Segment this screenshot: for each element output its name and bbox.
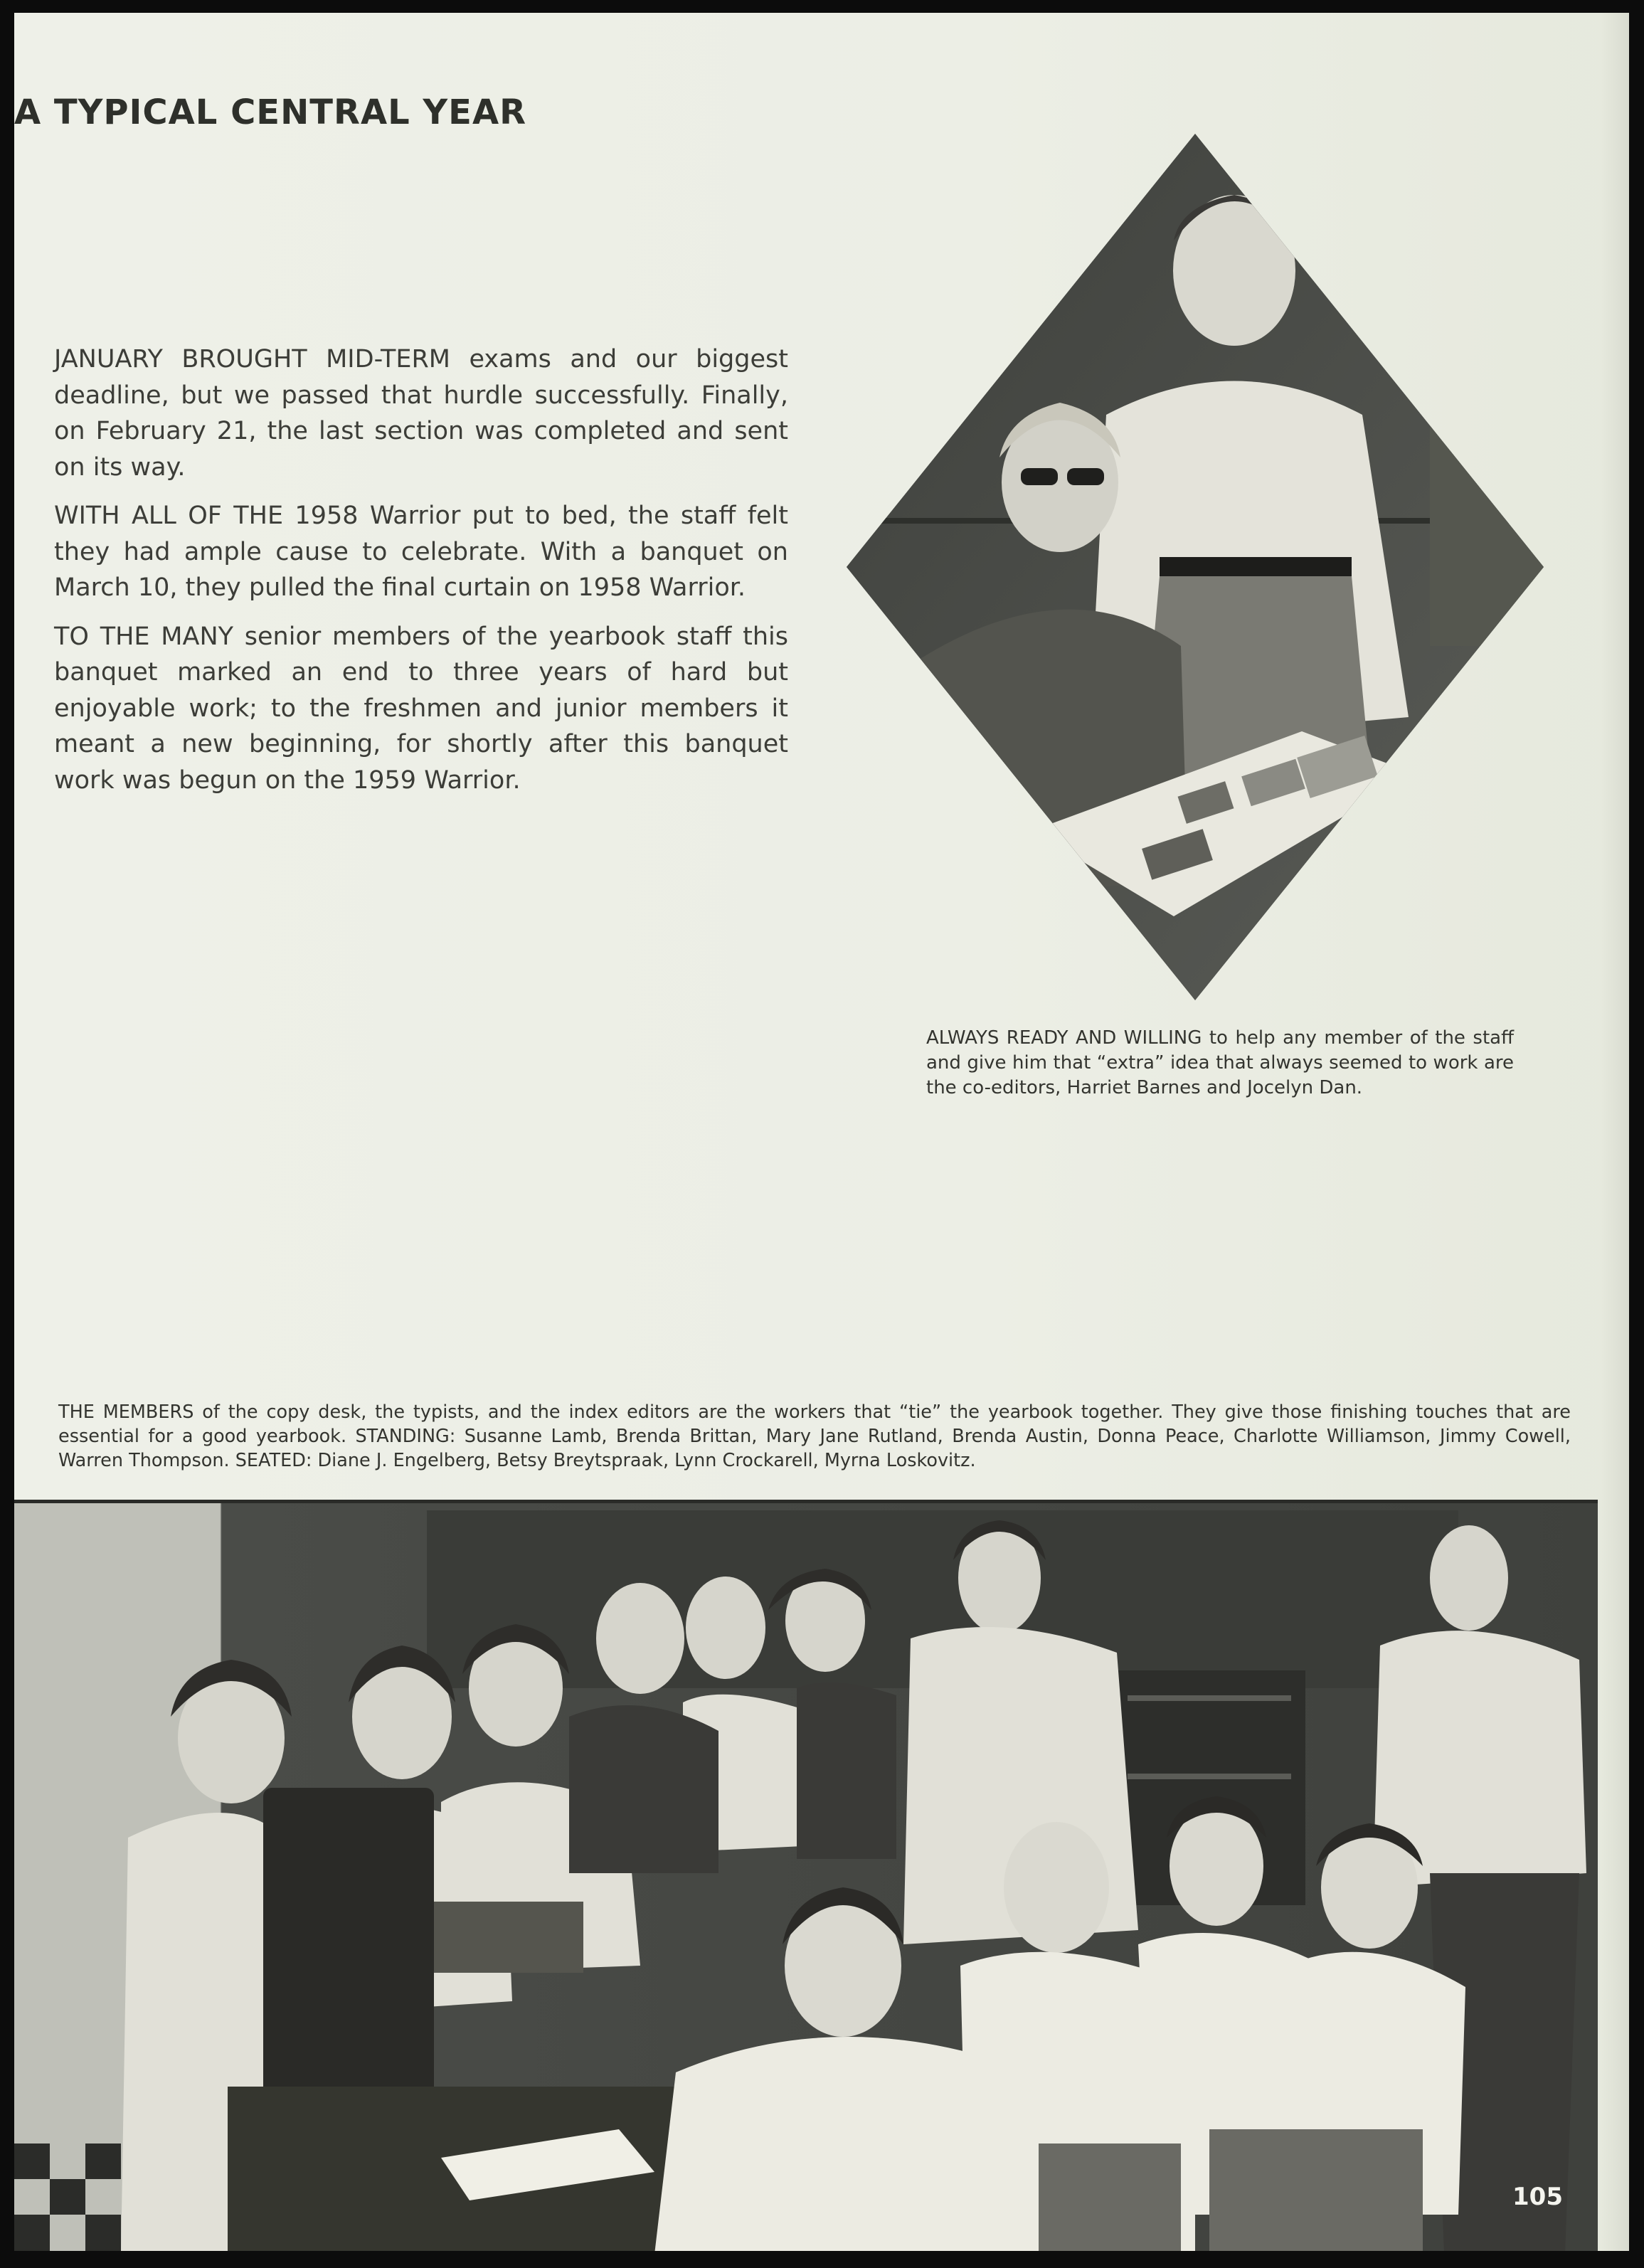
page-title: A TYPICAL CENTRAL YEAR: [14, 92, 527, 132]
co-editors-photo: [847, 134, 1544, 1000]
copy-desk-group-photo: [14, 1500, 1598, 2251]
copy-desk-caption: THE MEMBERS of the copy desk, the typists, and the index editors are the workers that “tie” the yearbook together. They give those finishing touches that are essential for a good yearbook. STANDING: Susanne Lamb, Brenda Brittan, Mary Jane Rutland, Brenda Austin, Donna Peace, Charlotte Williamson, Jimmy Cowell, Warren Thompson. SEATED: Diane J. Engelberg, Betsy Breytspraak, Lynn Crockarell, Myrna Loskovitz.: [58, 1401, 1571, 1471]
paragraph-banquet: WITH ALL OF THE 1958 Warrior put to bed, the staff felt they had ample cause to celebrate. With a banquet on March 10, they pulled the final curtain on 1958 Warrior.: [54, 502, 788, 602]
yearbook-page: [14, 13, 1629, 2251]
paragraph-january: JANUARY BROUGHT MID-TERM exams and our biggest deadline, but we passed that hurdle successfully. Finally, on February 21, the last section was completed and sent on its way.: [54, 345, 788, 482]
group-photo-illustration: [14, 1503, 1598, 2251]
article-body: [54, 341, 788, 811]
page-fold-shadow: [1601, 13, 1629, 2251]
co-editors-caption: ALWAYS READY AND WILLING to help any member of the staff and give him that “extra” idea that always seemed to work are the co-editors, Harriet Barnes and Jocelyn Dan.: [926, 1027, 1514, 1098]
co-editors-photo-illustration: [847, 134, 1544, 1000]
paragraph-seniors: TO THE MANY senior members of the yearbook staff this banquet marked an end to three years of hard but enjoyable work; to the freshmen and junior members it meant a new beginning, for shortly after this banquet work was begun on the 1959 Warrior.: [54, 622, 788, 795]
page-number: 105: [1512, 2183, 1563, 2211]
